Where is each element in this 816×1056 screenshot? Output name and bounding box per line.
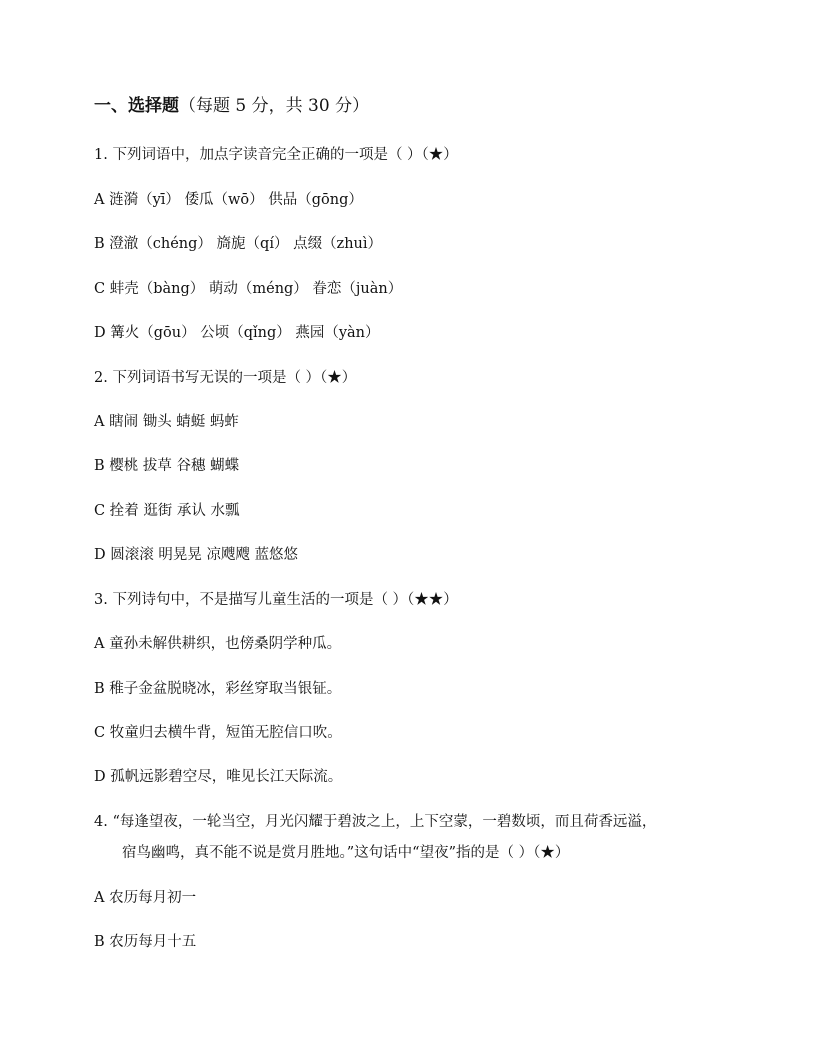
question-2-option-d: D 圆滚滚 明晃晃 凉飕飕 蓝悠悠 [94, 547, 299, 563]
question-3-stem: 3. 下列诗句中，不是描写儿童生活的一项是（ ）（★★） [94, 592, 458, 608]
question-3-option-a: A 童孙未解供耕织，也傍桑阴学种瓜。 [94, 636, 342, 652]
question-2-stem: 2. 下列词语书写无误的一项是（ ）（★） [94, 370, 357, 386]
question-1-option-a: A 涟漪（yī） 倭瓜（wō） 供品（gōng） [94, 192, 363, 208]
question-4-stem-line-1: 4. “每逢望夜，一轮当空，月光闪耀于碧波之上，上下空蒙，一碧数顷，而且荷香远溢， [94, 814, 657, 830]
section-title: 一、选择题 [94, 96, 179, 116]
question-3-option-c: C 牧童归去横牛背，短笛无腔信口吹。 [94, 725, 342, 741]
question-1-option-c: C 蚌壳（bàng） 萌动（méng） 眷恋（juàn） [94, 281, 403, 297]
question-4-option-a: A 农历每月初一 [94, 890, 197, 906]
section-subtitle: （每题 5 分，共 30 分） [179, 96, 370, 116]
question-1-stem: 1. 下列词语中，加点字读音完全正确的一项是（ ）（★） [94, 147, 458, 163]
question-1-option-d: D 篝火（gōu） 公顷（qǐng） 燕园（yàn） [94, 325, 380, 341]
section-heading [94, 94, 369, 118]
question-2-option-c: C 拴着 逛街 承认 水瓢 [94, 503, 240, 519]
question-3-option-d: D 孤帆远影碧空尽，唯见长江天际流。 [94, 769, 343, 785]
question-4-stem-line-2: 宿鸟幽鸣，真不能不说是赏月胜地。”这句话中“望夜”指的是（ ）（★） [122, 845, 570, 861]
question-4-option-b: B 农历每月十五 [94, 934, 197, 950]
question-2-option-b: B 樱桃 拔草 谷穗 蝴蝶 [94, 458, 240, 474]
question-2-option-a: A 瞎闹 锄头 蜻蜓 蚂蚱 [94, 414, 239, 430]
question-3-option-b: B 稚子金盆脱晓冰，彩丝穿取当银钲。 [94, 681, 342, 697]
question-1-option-b: B 澄澈（chéng） 旖旎（qí） 点缀（zhuì） [94, 236, 383, 252]
